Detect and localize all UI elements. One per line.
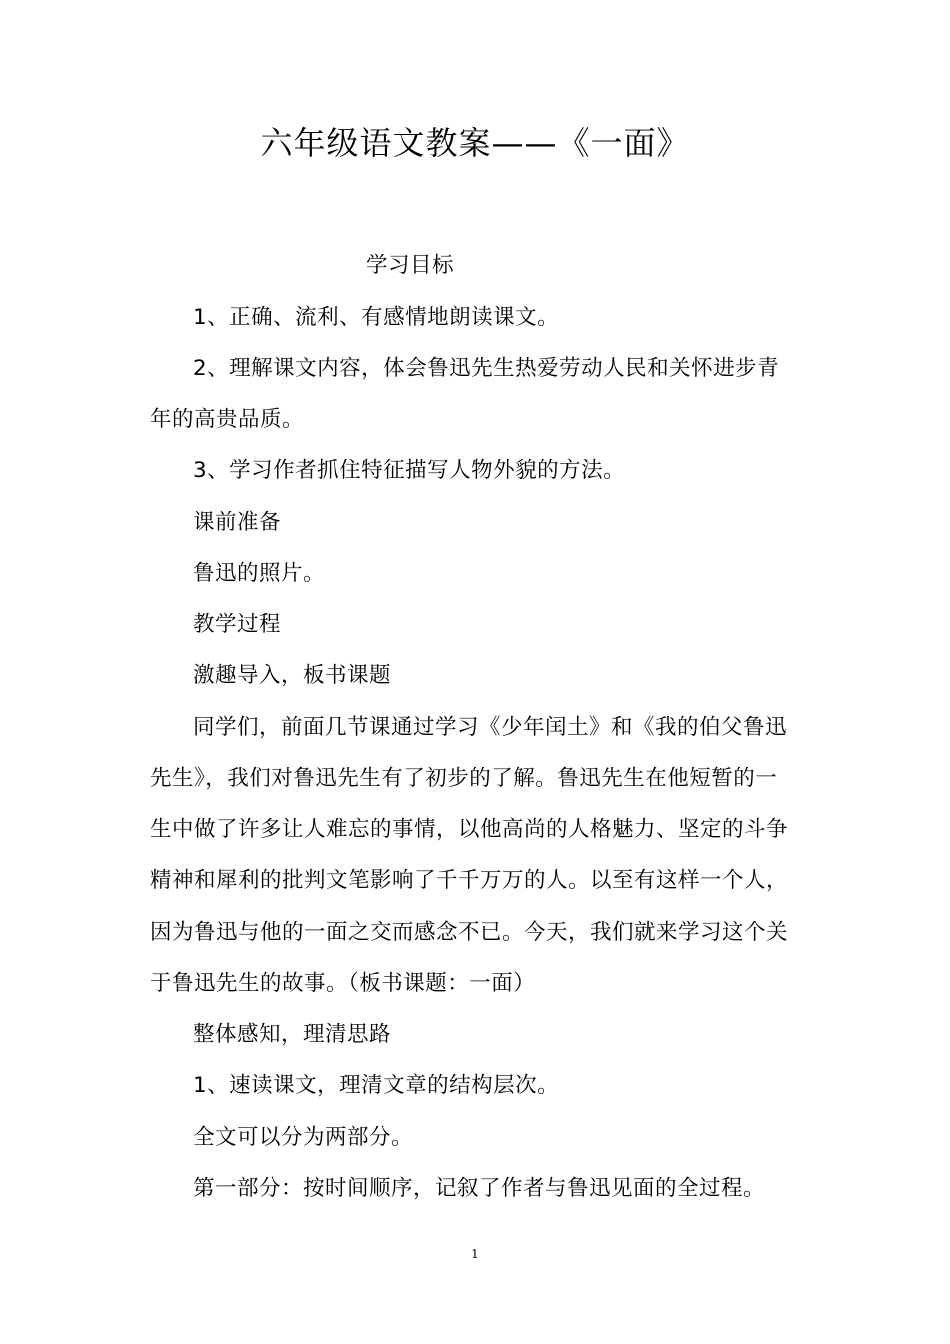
page-number: 1: [471, 1247, 479, 1261]
paragraph-line: 精神和犀利的批判文笔影响了千千万万的人。以至有这样一个人，: [150, 868, 789, 893]
paragraph-line: 全文可以分为两部分。: [193, 1125, 414, 1150]
section-heading-teaching-process: 教学过程: [193, 612, 282, 637]
paragraph-line: 年的高贵品质。: [150, 407, 305, 432]
section-heading-preparation: 课前准备: [193, 510, 282, 535]
paragraph-line: 鲁迅的照片。: [193, 561, 326, 586]
paragraph-line: 因为鲁迅与他的一面之交而感念不已。今天，我们就来学习这个关: [150, 920, 789, 945]
paragraph-line: 1、正确、流利、有感情地朗读课文。: [193, 305, 560, 330]
paragraph-line: 于鲁迅先生的故事。（板书课题：一面）: [150, 971, 536, 996]
document-title: 六年级语文教案——《一面》: [260, 124, 690, 162]
subsection-heading-overview: 整体感知，理清思路: [193, 1022, 392, 1047]
section-heading-learning-goals: 学习目标: [366, 253, 455, 278]
paragraph-line: 先生》，我们对鲁迅先生有了初步的了解。鲁迅先生在他短暂的一: [150, 766, 778, 791]
paragraph-line: 1、速读课文，理清文章的结构层次。: [193, 1073, 560, 1098]
paragraph-line: 生中做了许多让人难忘的事情，以他高尚的人格魅力、坚定的斗争: [150, 817, 789, 842]
paragraph-line: 2、理解课文内容，体会鲁迅先生热爱劳动人民和关怀进步青: [193, 356, 780, 381]
paragraph-line: 第一部分：按时间顺序，记叙了作者与鲁迅见面的全过程。: [193, 1176, 766, 1201]
paragraph-line: 同学们，前面几节课通过学习《少年闰土》和《我的伯父鲁迅: [193, 715, 788, 740]
subsection-heading-intro: 激趣导入，板书课题: [193, 663, 392, 688]
paragraph-line: 3、学习作者抓住特征描写人物外貌的方法。: [193, 458, 626, 483]
